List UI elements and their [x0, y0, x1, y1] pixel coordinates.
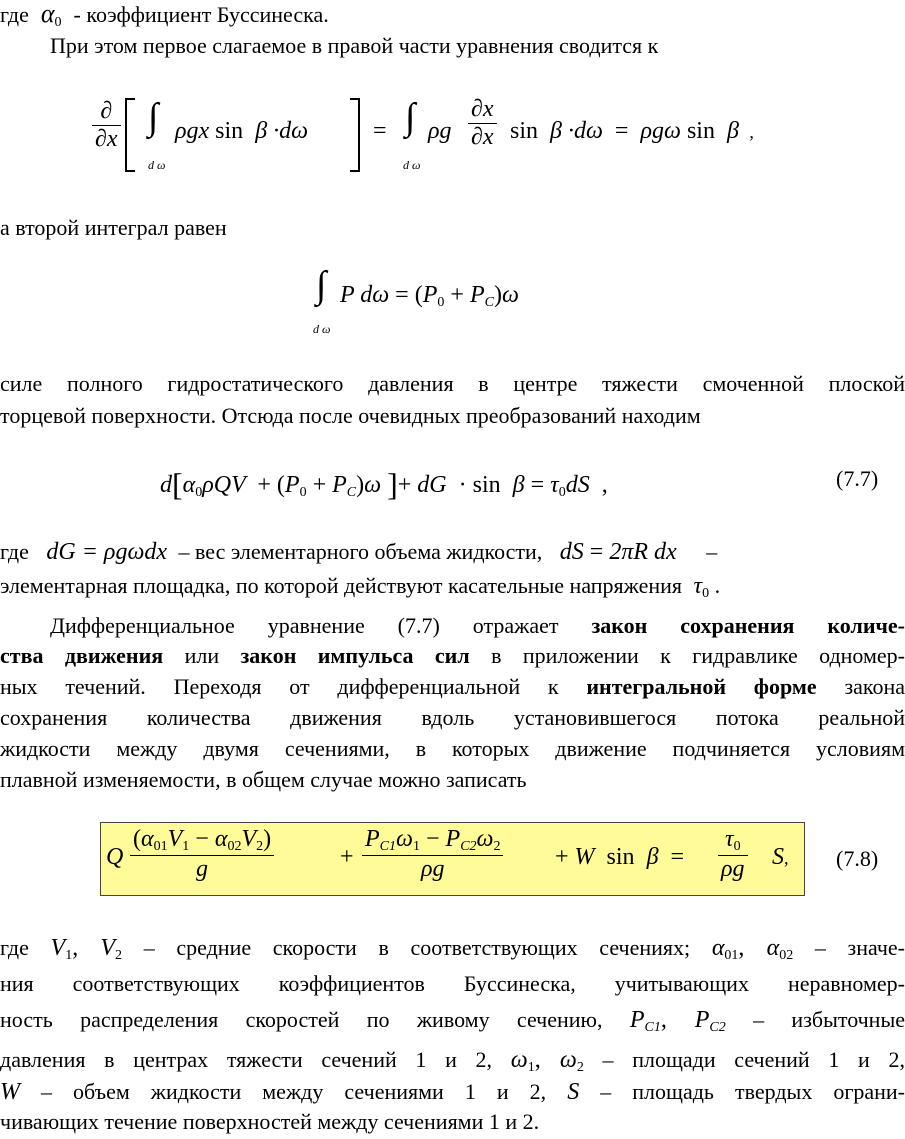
eq2-integral: ∫	[316, 264, 327, 306]
symbol-dG: dG = ρgωdx	[34, 539, 174, 565]
text-line-5: торцевой поверхности. Отсюда после очевидных преобразований находим	[0, 403, 701, 428]
eq1-right-bracket	[350, 98, 360, 172]
line-9-or: или	[184, 643, 220, 668]
text-line-9	[0, 642, 905, 670]
text-line-7: элементарная площадка, по которой действуют касательные напряжения $\tau_0$ .	[0, 573, 721, 601]
line-9-bold-a: ства движения	[0, 643, 164, 668]
line-14-part-b: – средние скорости в соответствующих сечениях;	[143, 935, 691, 960]
eq1-integrand-2: sin β ·dω = ρgω sin β ,	[510, 118, 754, 144]
line-9-part-d: в приложении к гидравлике одномер-	[491, 643, 905, 668]
line-16-part-b: – избыточные	[753, 1007, 905, 1032]
line-17-part-b: – площади сечений 1 и 2,	[602, 1047, 905, 1072]
text-line-3: а второй интеграл равен	[0, 215, 227, 240]
symbol-omega1-omega2: $\omega_1$, $\omega_2$	[510, 1047, 584, 1075]
eq78-number: (7.8)	[836, 846, 879, 871]
eq78-middle: + W sin β =	[555, 844, 685, 870]
word-gde-2: где	[0, 539, 29, 564]
symbol-W: W	[0, 1079, 20, 1105]
symbol-alpha0: $\alpha_0$	[34, 0, 62, 30]
text-line-10	[0, 673, 905, 701]
word-gde: где	[0, 2, 29, 27]
eq1-rho-g: ρg	[428, 118, 452, 144]
text-line-15: ния соответствующих коэффициентов Буссинеска, учитывающих неравномер-	[0, 971, 905, 996]
line-18-part-b: – объем жидкости между сечениями 1 и 2,	[41, 1079, 547, 1104]
text-line-18	[0, 1078, 905, 1106]
text-line-13: плавной изменяемости, в общем случае можно записать	[0, 767, 527, 792]
eq2-dw-limit: d ω	[313, 322, 331, 336]
eq2-body: P $d\omega = (P_0 + P_C)\omega$	[340, 282, 519, 310]
eq78-frac-1: $\frac{(\alpha_{01}V_1 - \alpha_{02}V_2)}{g}$	[130, 826, 274, 883]
line-8-bold: закон сохранения количе-	[591, 613, 905, 638]
text-line-2: При этом первое слагаемое в правой части уравнения сводится к	[50, 33, 659, 58]
equation-7-7	[0, 454, 905, 510]
eq1-left-bracket	[125, 98, 135, 172]
eq1-integrand-1: ρgx sin β ·dω	[175, 118, 309, 144]
line-9-bold-c: закон импульса сил	[240, 643, 470, 668]
text-line-16	[0, 1006, 905, 1042]
line-18-part-c: – площадь твердых ограни-	[600, 1079, 905, 1104]
text-line-11: сохранения количества движения вдоль установившегося потока реальной	[0, 705, 905, 730]
line-8-part-a: Дифференциальное уравнение (7.7) отражает	[50, 613, 559, 638]
eq1-equals-1: =	[373, 118, 387, 144]
eq78-plus-1: +	[340, 844, 354, 870]
symbol-PC1-PC2: $P_{C1}$, $P_{C2}$	[629, 1007, 726, 1035]
eq1-dw-limit-2: d ω	[403, 158, 421, 172]
symbol-dS: dS = 2πR dx	[547, 539, 701, 565]
symbol-tau0: $\tau_0$	[687, 573, 710, 601]
text-line-19: чивающих течение поверхностей между сечениями 1 и 2.	[0, 1109, 540, 1134]
eq1-integral-2: ∫	[405, 96, 416, 138]
line-14-gde: где	[0, 935, 29, 960]
line-10-part-c: закона	[844, 674, 905, 699]
line-7-text: элементарная площадка, по которой действуют касательные напряжения	[0, 573, 683, 598]
equation-2	[0, 262, 905, 342]
symbol-S: S	[567, 1079, 580, 1105]
eq77-number: (7.7)	[836, 466, 879, 491]
eq77-body: $d[\alpha_0\rho QV + (P_0 + P_C)\omega$ ]+ dG · $\sin \beta = \tau_0dS$ ,	[160, 466, 608, 502]
line-10-bold: интегральной форме	[586, 674, 817, 699]
symbol-V1-V2: $V_1$, $V_2$	[50, 935, 123, 963]
text-line-17	[0, 1046, 905, 1082]
eq78-frac-3: $\frac{\tau_0}{\rho g}$	[718, 826, 748, 883]
equation-7-8	[0, 822, 905, 896]
eq78-Q: Q	[106, 844, 124, 870]
eq78-S: S,	[772, 844, 789, 870]
line-10-part-a: ных течений. Переходя от дифференциальной к	[0, 674, 559, 699]
line-14-part-c: – значе-	[814, 935, 905, 960]
eq78-frac-2: $\frac{P_{C1}\omega_1 - P_{C2}\omega_2}{\rho g}$	[362, 826, 503, 883]
eq1-integral-1: ∫	[148, 96, 159, 138]
line-16-part-a: ность распределения скоростей по живому сечению,	[0, 1007, 603, 1032]
line-17-part-a: давления в центрах тяжести сечений 1 и 2,	[0, 1047, 493, 1072]
symbol-alpha01-alpha02: $\alpha_{01}$, $\alpha_{02}$	[711, 935, 794, 963]
line-6-end: –	[706, 539, 718, 564]
text-line-4: силе полного гидростатического давления в центре тяжести смоченной плоской	[0, 371, 905, 396]
equation-1	[0, 90, 905, 180]
line-6-mid: – вес элементарного объема жидкости,	[178, 539, 543, 564]
eq1-dx-dx: $\frac{\partial x}{\partial x}$	[468, 96, 497, 151]
eq1-partial-derivative: ∂ ∂x	[92, 98, 121, 153]
text-line-12: жидкости между двумя сечениями, в которых движение подчиняется условиям	[0, 736, 905, 761]
text-line-8	[50, 612, 905, 640]
eq1-dw-limit-1: d ω	[148, 158, 166, 172]
text-line-6	[0, 538, 905, 566]
line-1-text: - коэффициент Буссинеска.	[73, 2, 329, 27]
text-line-14	[0, 934, 905, 970]
